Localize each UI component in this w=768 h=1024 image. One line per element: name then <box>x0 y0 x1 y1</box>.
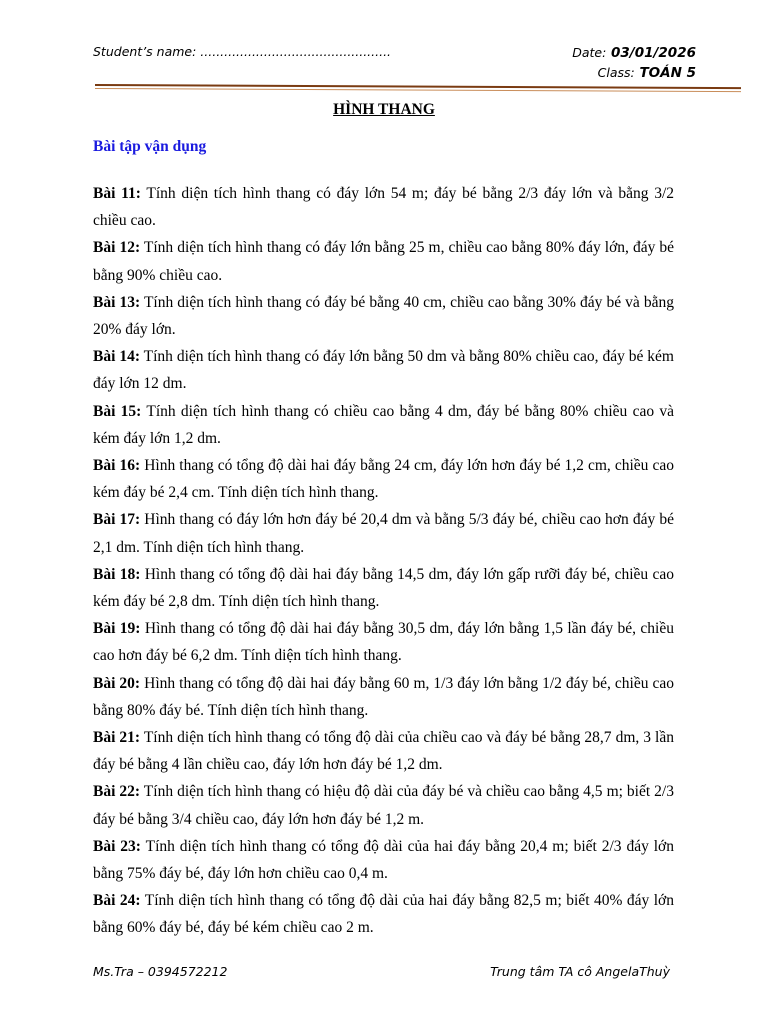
exercise-number: Bài 20: <box>93 674 141 692</box>
exercise-text: Hình thang có tổng độ dài hai đáy bằng 30,5 dm, đáy lớn bằng 1,5 lần đáy bé, chiều cao hơn đáy bé 6,2 dm. Tính diện tích hình thang. <box>93 620 674 665</box>
exercise-text: Hình thang có đáy lớn hơn đáy bé 20,4 dm và bằng 5/3 đáy bé, chiều cao hơn đáy bé 2,1 dm. Tính diện tích hình thang. <box>93 511 674 556</box>
exercise-number: Bài 18: <box>93 565 141 583</box>
exercise-item <box>93 343 674 397</box>
exercise-item <box>93 670 674 724</box>
exercise-number: Bài 22: <box>93 783 141 801</box>
date-line <box>572 43 696 63</box>
exercise-number: Bài 24: <box>93 892 141 910</box>
exercise-text: Tính diện tích hình thang có tổng độ dài của hai đáy bằng 82,5 m; biết 40% đáy lớn bằng 60% đáy bé, đáy bé kém chiều cao 2 m. <box>93 892 674 937</box>
page-title <box>0 101 768 119</box>
exercise-item <box>93 778 674 832</box>
exercise-text: Hình thang có tổng độ dài hai đáy bằng 14,5 dm, đáy lớn gấp rưỡi đáy bé, chiều cao kém đáy bé 2,8 dm. Tính diện tích hình thang. <box>93 565 674 611</box>
exercise-number: Bài 21: <box>93 729 141 747</box>
student-name-line <box>93 44 391 59</box>
exercise-item <box>93 234 674 288</box>
exercise-number: Bài 23: <box>93 837 141 855</box>
exercise-number: Bài 17: <box>93 511 141 529</box>
student-name-label: Student’s name: <box>93 44 197 59</box>
exercise-item <box>93 561 674 615</box>
page-title-text: HÌNH THANG <box>333 101 435 118</box>
class-line <box>572 63 696 83</box>
exercise-item <box>93 887 674 941</box>
exercise-text: Tính diện tích hình thang có tổng độ dài của chiều cao và đáy bé bằng 28,7 dm, 3 lần đáy bé bằng 4 lần chiều cao, đáy lớn hơn đáy bé 1,2 dm. <box>93 729 674 774</box>
exercise-item <box>93 398 674 452</box>
exercise-text: Hình thang có tổng độ dài hai đáy bằng 60 m, 1/3 đáy lớn bằng 1/2 đáy bé, chiều cao bằng 80% đáy bé. Tính diện tích hình thang. <box>93 674 674 719</box>
exercise-text: Hình thang có tổng độ dài hai đáy bằng 24 cm, đáy lớn hơn đáy bé 1,2 cm, chiều cao kém đáy bé 2,4 cm. Tính diện tích hình thang. <box>93 457 674 502</box>
exercise-number: Bài 16: <box>93 457 141 475</box>
exercise-list <box>93 180 674 942</box>
date-value: 03/01/2026 <box>606 45 696 61</box>
exercise-item <box>93 289 674 343</box>
date-class-block <box>572 43 696 83</box>
exercise-text: Tính diện tích hình thang có đáy lớn bằng 50 dm và bằng 80% chiều cao, đáy bé kém đáy lớn 12 dm. <box>93 348 674 393</box>
exercise-text: Tính diện tích hình thang có chiều cao bằng 4 dm, đáy bé bằng 80% chiều cao và kém đáy lớn 1,2 dm. <box>93 402 675 447</box>
date-label: Date: <box>572 45 607 60</box>
footer-contact: Ms.Tra – 0394572212 <box>93 964 228 979</box>
exercise-number: Bài 13: <box>93 293 141 311</box>
exercise-item <box>93 724 674 778</box>
class-label: Class: <box>597 65 635 80</box>
exercise-item <box>93 452 674 506</box>
exercise-number: Bài 15: <box>93 402 142 420</box>
student-name-blank: ................................................ <box>196 44 392 59</box>
exercise-text: Tính diện tích hình thang có tổng độ dài của hai đáy bằng 20,4 m; biết 2/3 đáy lớn bằng 75% đáy bé, đáy lớn hơn chiều cao 0,4 m. <box>93 837 674 883</box>
exercise-item <box>93 615 674 669</box>
exercise-item <box>93 180 674 234</box>
footer-center-name: Trung tâm TA cô AngelaThuỳ <box>490 964 670 979</box>
exercise-text: Tính diện tích hình thang có đáy lớn bằng 25 m, chiều cao bằng 80% đáy lớn, đáy bé bằng 90% chiều cao. <box>93 239 675 284</box>
exercise-number: Bài 19: <box>93 620 141 638</box>
class-value: TOÁN 5 <box>634 65 696 81</box>
exercise-number: Bài 14: <box>93 348 140 366</box>
exercise-text: Tính diện tích hình thang có đáy lớn 54 m; đáy bé bằng 2/3 đáy lớn và bằng 3/2 chiều cao. <box>93 185 675 230</box>
section-heading: Bài tập vận dụng <box>93 138 207 155</box>
exercise-text: Tính diện tích hình thang có hiệu độ dài của đáy bé và chiều cao bằng 4,5 m; biết 2/3 đáy bé bằng 3/4 chiều cao, đáy lớn hơn đáy bé 1,2 m. <box>93 783 674 828</box>
exercise-text: Tính diện tích hình thang có đáy bé bằng 40 cm, chiều cao bằng 30% đáy bé và bằng 20% đáy lớn. <box>93 293 674 339</box>
exercise-item <box>93 506 674 560</box>
exercise-number: Bài 11: <box>93 185 141 202</box>
exercise-item <box>93 833 674 887</box>
exercise-number: Bài 12: <box>93 239 141 257</box>
